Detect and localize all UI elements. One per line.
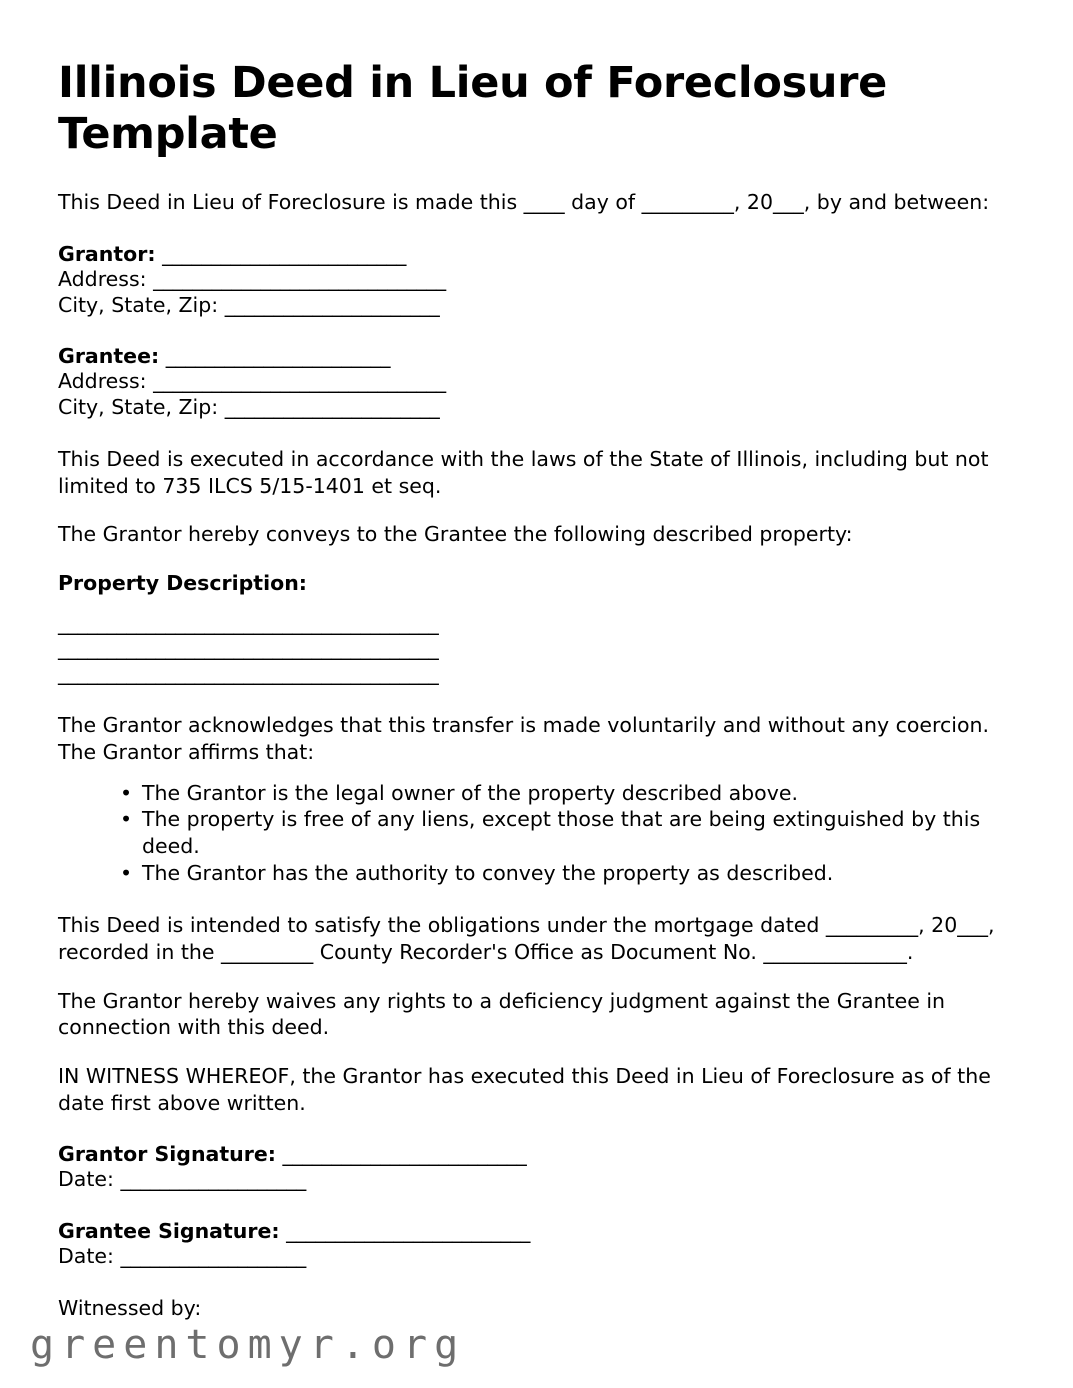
spacer — [58, 548, 1005, 570]
grantor-city-line — [58, 293, 1005, 318]
site-watermark: greentomyr.org — [30, 1322, 466, 1368]
grantee-block — [58, 344, 1005, 420]
grantor-date-label: Date: — [58, 1167, 114, 1192]
list-item — [120, 860, 1005, 887]
list-item-text: The property is free of any liens, except those that are being extinguished by this deed. — [142, 807, 981, 859]
intro-paragraph: This Deed in Lieu of Foreclosure is made this ____ day of _________, 20___, by and between: — [58, 190, 990, 215]
grantee-address-line — [58, 369, 1005, 394]
grantor-name-blank[interactable]: _________________________ — [162, 242, 406, 267]
grantee-city-line — [58, 395, 1005, 420]
list-item-text: The Grantor is the legal owner of the property described above. — [142, 780, 798, 805]
grantee-date-label: Date: — [58, 1244, 114, 1269]
property-description-heading: Property Description: — [58, 570, 307, 595]
grantee-signature-line — [58, 1219, 1005, 1244]
mortgage-paragraph: This Deed is intended to satisfy the obligations under the mortgage dated _________, 20___, recorded in the _________ County Recorder's Office as Document No. ______________. — [58, 913, 995, 964]
grantee-date-line — [58, 1244, 1005, 1269]
spacer — [58, 499, 1005, 521]
property-line[interactable]: _______________________________________ — [58, 661, 439, 686]
affirmations-list — [58, 780, 1005, 887]
spacer — [58, 886, 1005, 912]
spacer — [58, 1269, 1005, 1295]
grantee-name-blank[interactable]: _______________________ — [165, 344, 390, 369]
grantor-address-line — [58, 267, 1005, 292]
property-line[interactable]: _______________________________________ — [58, 610, 439, 635]
spacer — [58, 1193, 1005, 1219]
grantor-city-label: City, State, Zip: — [58, 292, 219, 317]
list-item-text: The Grantor has the authority to convey the property as described. — [142, 860, 834, 885]
list-item — [120, 780, 1005, 807]
spacer — [58, 1041, 1005, 1063]
waiver-paragraph: The Grantor hereby waives any rights to a deficiency judgment against the Grantee in connection with this deed. — [58, 988, 946, 1040]
grantor-signature-blank[interactable]: _________________________ — [282, 1142, 527, 1167]
property-description-lines — [58, 611, 1005, 687]
spacer — [58, 1116, 1005, 1142]
grantor-block — [58, 242, 1005, 318]
acknowledgement-paragraph: The Grantor acknowledges that this transfer is made voluntarily and without any coercion. The Grantor affirms that: — [58, 713, 990, 765]
grantee-signature-label: Grantee Signature: — [58, 1218, 280, 1243]
bullet-icon: • — [120, 860, 133, 885]
grantor-name-line — [58, 242, 1005, 267]
grantor-address-label: Address: — [58, 267, 147, 292]
grantee-signature-block — [58, 1219, 1005, 1270]
grantor-signature-line — [58, 1142, 1005, 1167]
witness-paragraph: IN WITNESS WHEREOF, the Grantor has executed this Deed in Lieu of Foreclosure as of the date first above written. — [58, 1063, 991, 1115]
grantor-city-blank[interactable]: ______________________ — [224, 292, 440, 317]
law-paragraph: This Deed is executed in accordance with the laws of the State of Illinois, including but not limited to 735 ILCS 5/15-1401 et seq. — [58, 446, 989, 498]
grantor-address-blank[interactable]: ______________________________ — [153, 267, 446, 292]
grantor-signature-block — [58, 1142, 1005, 1193]
grantee-name-line — [58, 344, 1005, 369]
spacer — [58, 686, 1005, 712]
spacer — [58, 159, 1005, 189]
bullet-icon: • — [120, 780, 133, 805]
page-title: Illinois Deed in Lieu of Foreclosure Template — [58, 58, 887, 159]
grantor-date-blank[interactable]: ___________________ — [120, 1167, 306, 1192]
list-item — [120, 806, 1005, 859]
grantee-city-label: City, State, Zip: — [58, 394, 219, 419]
bullet-icon: • — [120, 807, 133, 832]
spacer — [58, 318, 1005, 344]
grantee-city-blank[interactable]: ______________________ — [224, 394, 440, 419]
property-line[interactable]: _______________________________________ — [58, 635, 439, 660]
spacer — [58, 966, 1005, 988]
grantee-address-blank[interactable]: ______________________________ — [153, 369, 446, 394]
grantor-date-line — [58, 1167, 1005, 1192]
grantor-name-label: Grantor: — [58, 242, 156, 267]
witnessed-by-label: Witnessed by: — [58, 1296, 202, 1321]
grantee-date-blank[interactable]: ___________________ — [120, 1244, 306, 1269]
grantee-address-label: Address: — [58, 369, 147, 394]
grantor-signature-label: Grantor Signature: — [58, 1142, 276, 1167]
spacer — [58, 216, 1005, 242]
grantee-signature-blank[interactable]: _________________________ — [286, 1218, 530, 1243]
conveyance-paragraph: The Grantor hereby conveys to the Grantee the following described property: — [58, 522, 853, 547]
spacer — [58, 420, 1005, 446]
grantee-name-label: Grantee: — [58, 344, 160, 369]
